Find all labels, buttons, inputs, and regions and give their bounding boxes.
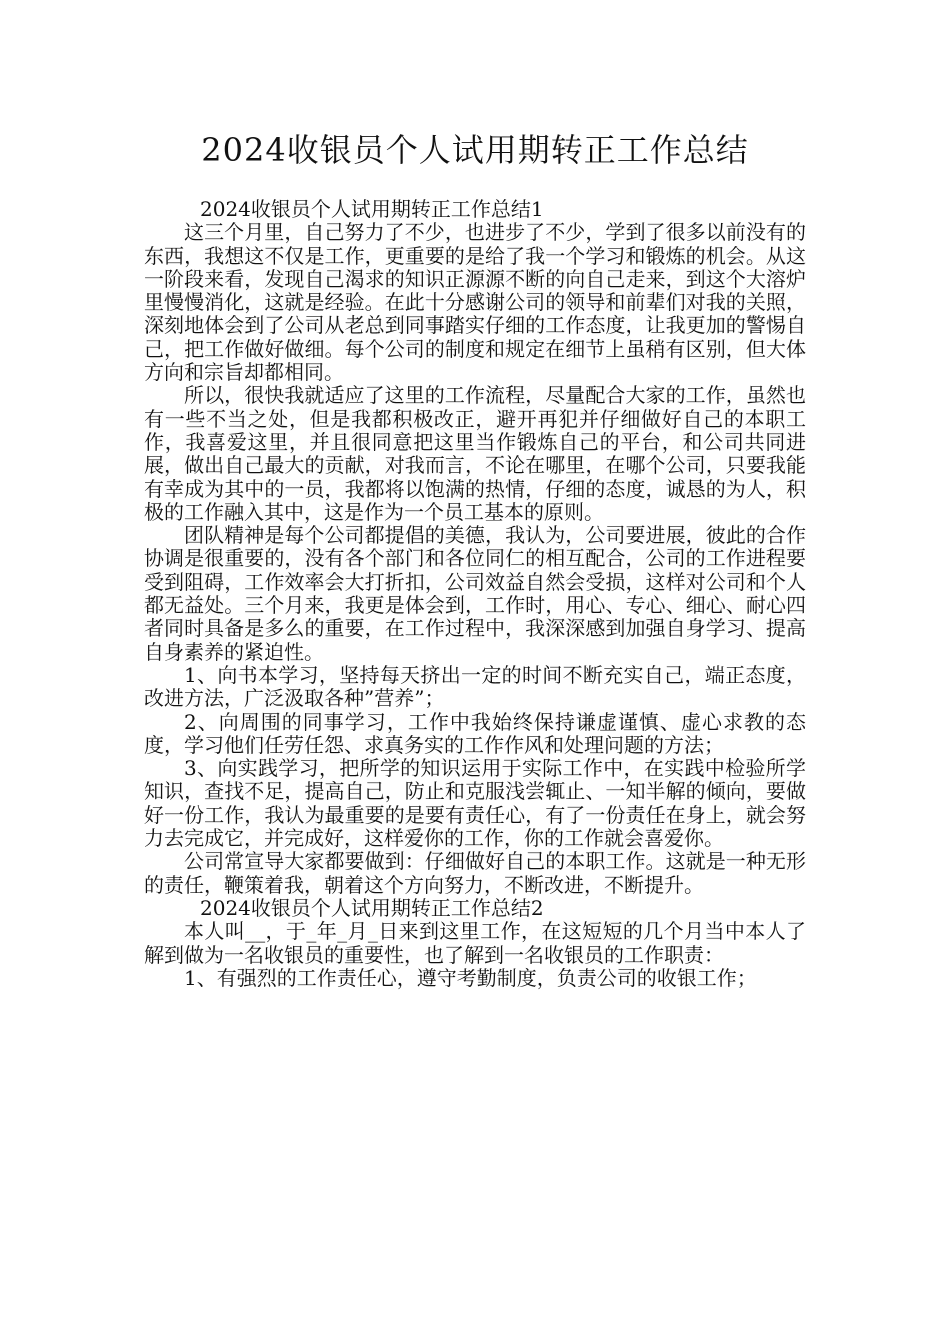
list-paragraph: 1、向书本学习，坚持每天挤出一定的时间不断充实自己，端正态度，改进方法，广泛汲取各种”营养”； <box>144 662 806 711</box>
paragraph: 公司常宣导大家都要做到：仔细做好自己的本职工作。这就是一种无形的责任，鞭策着我，朝着这个方向努力，不断改进，不断提升。 <box>144 849 806 897</box>
section-heading: 2024收银员个人试用期转正工作总结2 <box>200 895 544 920</box>
list-paragraph: 1、有强烈的工作责任心，遵守考勤制度，负责公司的收银工作； <box>184 965 757 990</box>
paragraph: 本人叫__，于_年_月_日来到这里工作，在这短短的几个月当中本人了解到做为一名收银员的重要性，也了解到一名收银员的工作职责： <box>144 919 806 967</box>
document-body <box>144 198 806 990</box>
document-title: 2024收银员个人试用期转正工作总结 <box>201 131 749 169</box>
paragraph: 团队精神是每个公司都提倡的美德，我认为，公司要进展，彼此的合作协调是很重要的，没有各个部门和各位同仁的相互配合，公司的工作进程要受到阻碍，工作效率会大打折扣，公司效益自然会受损，这样对公司和个人都无益处。三个月来，我更是体会到，工作时，用心、专心、细心、耐心四者同时具备是多么的重要，在工作过程中，我深深感到加强自身学习、提高自身素养的紧迫性。 <box>144 523 806 664</box>
paragraph: 所以，很快我就适应了这里的工作流程，尽量配合大家的工作，虽然也有一些不当之处，但是我都积极改正，避开再犯并仔细做好自己的本职工作，我喜爱这里，并且很同意把这里当作锻炼自己的平台，和公司共同进展，做出自己最大的贡献，对我而言，不论在哪里，在哪个公司，只要我能有幸成为其中的一员，我都将以饱满的热情，仔细的态度，诚恳的为人，积极的工作融入其中，这是作为一个员工基本的原则。 <box>144 383 806 524</box>
paragraph: 这三个月里，自己努力了不少，也进步了不少，学到了很多以前没有的东西，我想这不仅是工作，更重要的是给了我一个学习和锻炼的机会。从这一阶段来看，发现自己渴求的知识正源源不断的向自己走来，到这个大溶炉里慢慢消化，这就是经验。在此十分感谢公司的领导和前辈们对我的关照，深刻地体会到了公司从老总到同事踏实仔细的工作态度，让我更加的警惕自己，把工作做好做细。每个公司的制度和规定在细节上虽稍有区别，但大体方向和宗旨却都相同。 <box>144 220 806 385</box>
section-heading: 2024收银员个人试用期转正工作总结1 <box>200 197 544 221</box>
list-paragraph: 2、向周围的同事学习，工作中我始终保持谦虚谨慎、虚心求教的态度，学习他们任劳任怨、求真务实的工作作风和处理问题的方法； <box>144 709 806 757</box>
list-paragraph: 3、向实践学习，把所学的知识运用于实际工作中，在实践中检验所学知识，查找不足，提高自己，防止和克服浅尝辄止、一知半解的倾向，要做好一份工作，我认为最重要的是要有责任心，有了一份责任在身上，就会努力去完成它，并完成好，这样爱你的工作，你的工作就会喜爱你。 <box>144 756 806 851</box>
